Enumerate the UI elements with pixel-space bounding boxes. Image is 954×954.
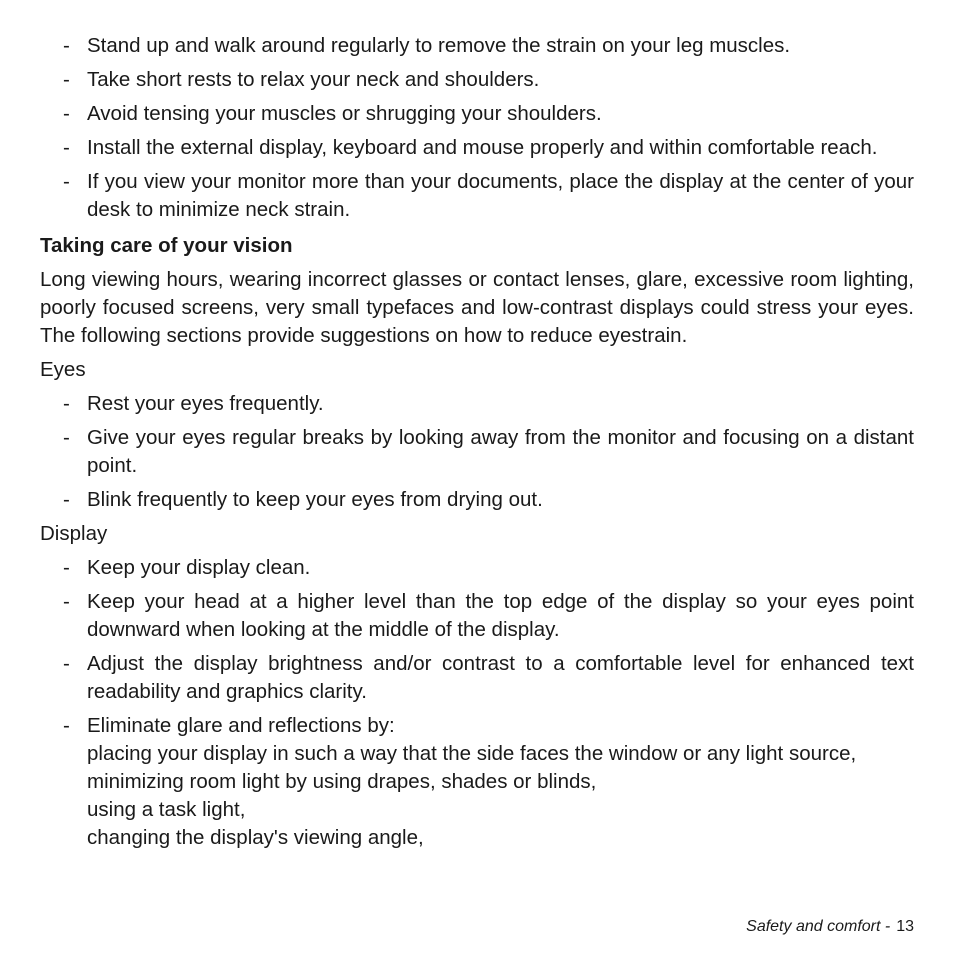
list-item-glare xyxy=(40,712,914,852)
list-item-text: Install the external display, keyboard and mouse properly and within comfortable reach. xyxy=(87,136,878,159)
list-item xyxy=(40,134,914,162)
page-number: 13 xyxy=(896,918,914,935)
list-item-text: Adjust the display brightness and/or contrast to a comfortable level for enhanced text readability and graphics clarity. xyxy=(87,652,914,703)
glare-method-line: changing the display's viewing angle, xyxy=(87,826,424,849)
list-item-text: Keep your display clean. xyxy=(87,556,311,579)
list-item-text: Rest your eyes frequently. xyxy=(87,392,324,415)
list-item xyxy=(40,650,914,706)
bullet-dash: - xyxy=(63,102,70,125)
bullet-dash: - xyxy=(63,488,70,511)
intro-bullet-list xyxy=(40,32,914,224)
list-item-text: Stand up and walk around regularly to remove the strain on your leg muscles. xyxy=(87,34,791,57)
bullet-dash: - xyxy=(63,556,70,579)
bullet-dash: - xyxy=(63,136,70,159)
list-item-text: If you view your monitor more than your documents, place the display at the center of your desk to minimize neck strain. xyxy=(87,170,914,221)
list-item xyxy=(40,66,914,94)
list-item-text: Avoid tensing your muscles or shrugging your shoulders. xyxy=(87,102,602,125)
page-footer xyxy=(746,915,914,939)
bullet-dash: - xyxy=(63,590,70,613)
bullet-dash: - xyxy=(63,392,70,415)
glare-method-line: placing your display in such a way that the side faces the window or any light source, xyxy=(87,742,857,765)
list-item-text: Give your eyes regular breaks by looking away from the monitor and focusing on a distant point. xyxy=(87,426,914,477)
section-paragraph: Long viewing hours, wearing incorrect glasses or contact lenses, glare, excessive room lighting, poorly focused screens, very small typefaces and low-contrast displays could stress your eyes. The following sections provide suggestions on how to reduce eyestrain. xyxy=(40,268,914,347)
list-item-text: Blink frequently to keep your eyes from drying out. xyxy=(87,488,543,511)
eyes-subheading: Eyes xyxy=(40,358,86,381)
display-subheading: Display xyxy=(40,522,108,545)
document-page xyxy=(40,32,914,858)
bullet-dash: - xyxy=(63,170,70,193)
section-heading: Taking care of your vision xyxy=(40,234,293,257)
glare-lead-text: Eliminate glare and reflections by: xyxy=(87,714,395,737)
list-item xyxy=(40,390,914,418)
list-item xyxy=(40,32,914,60)
bullet-dash: - xyxy=(63,68,70,91)
glare-method-line: minimizing room light by using drapes, shades or blinds, xyxy=(87,770,597,793)
glare-method-line: using a task light, xyxy=(87,798,246,821)
list-item xyxy=(40,486,914,514)
list-item xyxy=(40,100,914,128)
list-item xyxy=(40,424,914,480)
list-item xyxy=(40,554,914,582)
list-item xyxy=(40,588,914,644)
bullet-dash: - xyxy=(63,34,70,57)
list-item-text: Take short rests to relax your neck and shoulders. xyxy=(87,68,540,91)
footer-section-title: Safety and comfort - xyxy=(746,918,891,935)
list-item xyxy=(40,168,914,224)
eyes-bullet-list xyxy=(40,390,914,514)
bullet-dash: - xyxy=(63,426,70,449)
bullet-dash: - xyxy=(63,652,70,675)
display-bullet-list xyxy=(40,554,914,852)
bullet-dash: - xyxy=(63,714,70,737)
list-item-text: Keep your head at a higher level than the top edge of the display so your eyes point downward when looking at the middle of the display. xyxy=(87,590,914,641)
